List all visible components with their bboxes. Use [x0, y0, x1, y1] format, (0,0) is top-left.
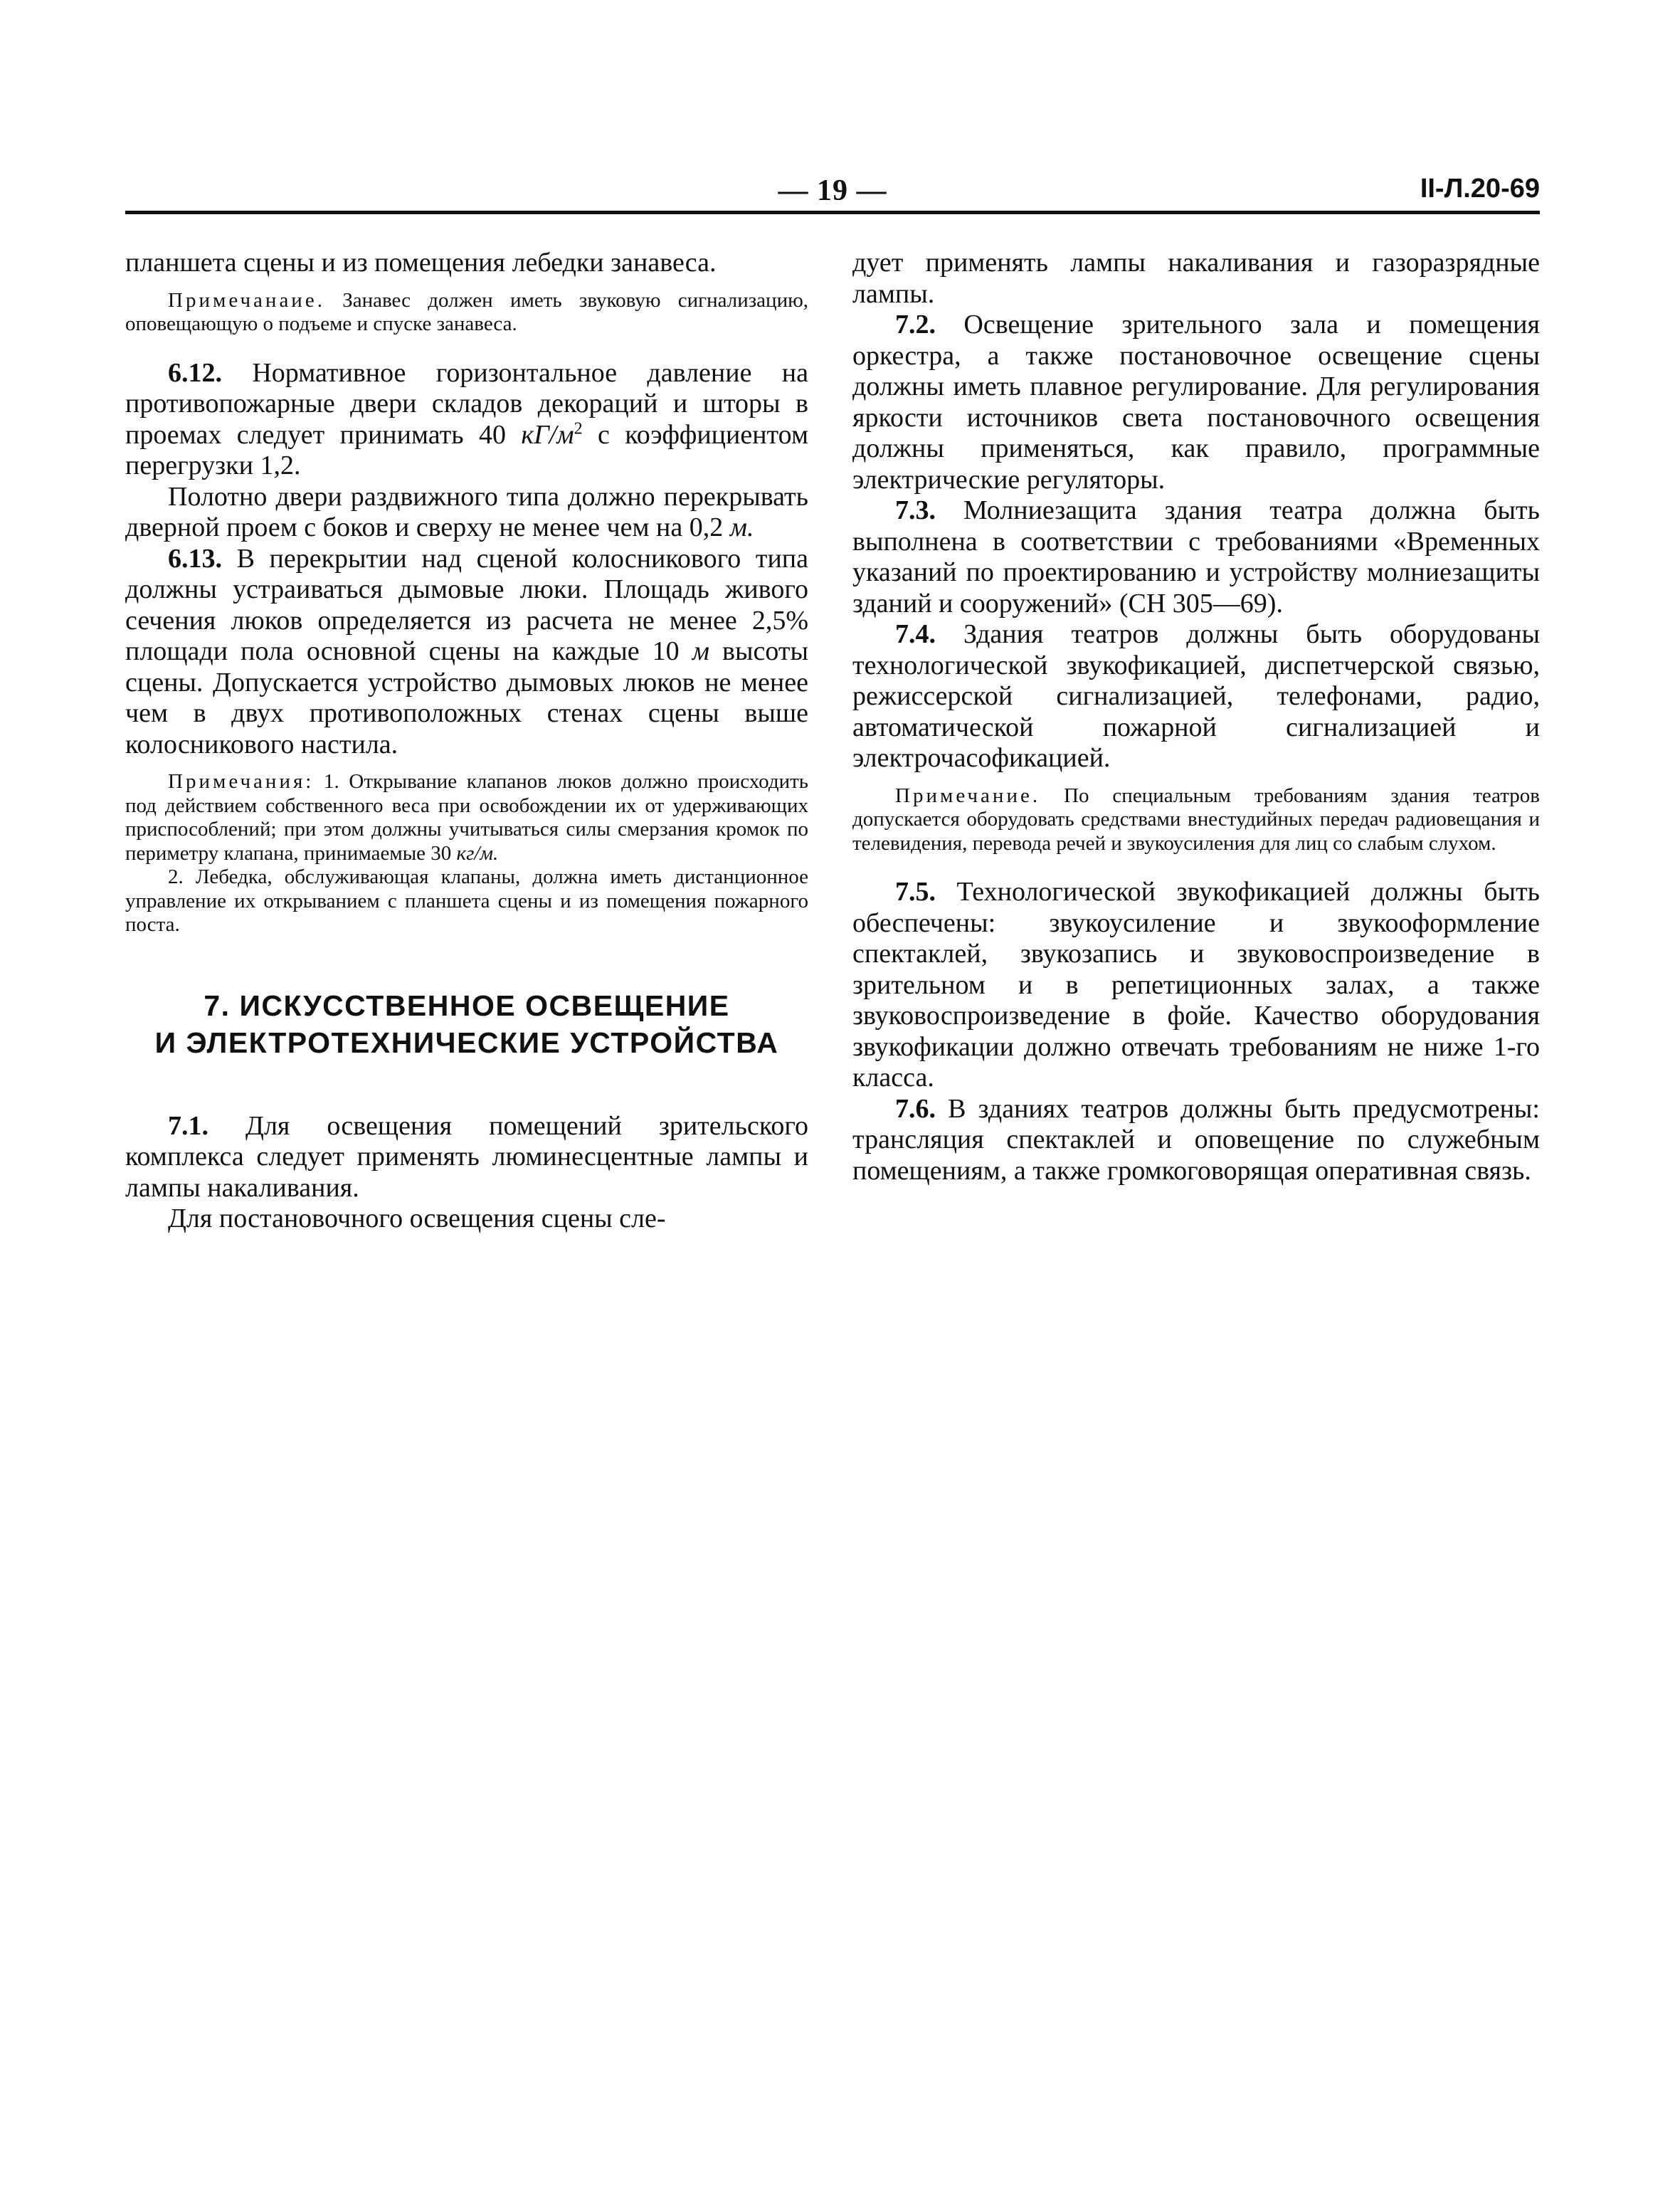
paragraph-7-3: 7.3. Молниезащита здания театра должна быть выполнена в соответствии с требованиями «Временных указаний по проектированию и устройству молниезащиты зданий и сооружений» (СН 305—69).: [852, 495, 1540, 618]
paragraph-6-12-b: Полотно двери раздвижного типа должно перекрывать дверной проем с боков и сверху не менее чем на 0,2 м.: [125, 481, 808, 542]
note-curtain: [125, 289, 808, 337]
paragraph-7-1-b: Для постановочного освещения сцены сле-: [168, 1204, 666, 1233]
clause-number: 7.6.: [895, 1093, 936, 1124]
clause-number: 7.5.: [895, 877, 936, 907]
clause-number: 6.13.: [168, 543, 222, 574]
paragraph-continuation: планшета сцены и из помещения лебедки занавеса.: [125, 248, 717, 278]
note-label: Примечание.: [895, 784, 1041, 807]
note-label: Примечанаие.: [168, 288, 325, 312]
clause-number: 7.1.: [168, 1110, 208, 1141]
note-hatches: Примечания: 1. Открывание клапанов люков должно происходить под действием собственного веса при освобождении их от удерживающих приспособлений; при этом должны учитываться силы смерзания кромок по периметру клапана, принимаемые 30 кг/м.: [125, 770, 808, 865]
unit: кг/м.: [456, 841, 499, 865]
clause-number: 7.2.: [895, 310, 936, 339]
note-label: Примечания:: [168, 770, 315, 793]
page-header: [125, 174, 1540, 209]
unit: м.: [729, 512, 754, 542]
unit: м: [692, 636, 709, 666]
paragraph-6-12: 6.12. Нормативное горизонтальное давление на противопожарные двери складов декораций и шторы в проемах следует принимать 40 $кГ/м^2$ с коэффициентом перегрузки 1,2.: [125, 357, 808, 480]
left-column: [125, 248, 808, 1235]
paragraph-7-5: 7.5. Технологической звукофикацией должны быть обеспечены: звукоусиление и звукооформление спектаклей, звукозапись и звуковоспроизведение в зрительном и в репетиционных залах, а также звуковоспроизведение в фойе. Качество оборудования звукофикации должно отвечать требованиям не ниже 1-го класса.: [852, 877, 1540, 1092]
header-rule: [125, 211, 1540, 214]
paragraph-6-13: 6.13. В перекрытии над сценой колосникового типа должны устраиваться дымовые люки. Площадь живого сечения люков определяется из расчета не менее 2,5% площади пола основной сцены на каждые 10 м высоты сцены. Допускается устройство дымовых люков не менее чем в двух противоположных стенах сцены выше колосникового настила.: [125, 543, 808, 759]
clause-number: 7.4.: [895, 619, 936, 649]
section-title: 7. ИСКУССТВЕННОЕ ОСВЕЩЕНИЕ И ЭЛЕКТРОТЕХНИЧЕСКИЕ УСТРОЙСТВА: [154, 989, 779, 1059]
document-code: II-Л.20-69: [1420, 174, 1540, 204]
paragraph-7-4: 7.4. Здания театров должны быть оборудованы технологической звукофикацией, диспетчерской связью, режиссерской сигнализацией, телефонами, радио, автоматической пожарной сигнализацией и электрочасофикацией.: [852, 619, 1540, 773]
paragraph-continuation: дует применять лампы накаливания и газоразрядные лампы.: [852, 248, 1540, 309]
paragraph-7-6: 7.6. В зданиях театров должны быть предусмотрены: трансляция спектаклей и оповещение по служебным помещениям, а также громкоговорящая оперативная связь.: [852, 1093, 1540, 1186]
page-number: — 19 —: [778, 174, 887, 207]
note-broadcast: Примечание. По специальным требованиям здания театров допускается оборудовать средствами внестудийных передач радиовещания и телевидения, перевода речей и звукоусиления для лиц со слабым слухом.: [852, 784, 1540, 855]
note-hatches-item-2: 2. Лебедка, обслуживающая клапаны, должна иметь дистанционное управление их открыванием с планшета сцены и из помещения пожарного поста.: [125, 865, 808, 936]
paragraph-7-1: 7.1. Для освещения помещений зрительского комплекса следует применять люминесцентные лампы и лампы накаливания.: [125, 1110, 808, 1203]
note-text: Занавес должен иметь звуковую сигнализацию, оповещающую о подъеме и спуске занавеса.: [125, 288, 808, 335]
right-column: [852, 248, 1540, 1186]
clause-number: 6.12.: [168, 357, 222, 388]
unit: кГ/м: [521, 419, 574, 450]
unit-exponent: 2: [574, 418, 583, 438]
clause-number: 7.3.: [895, 495, 936, 525]
paragraph-7-2: 7.2. Освещение зрительного зала и помещения оркестра, а также постановочное освещение сцены должны иметь плавное регулирование. Для регулирования яркости источников света постановочного освещения должны применяться, как правило, программные электрические регуляторы.: [852, 310, 1540, 495]
